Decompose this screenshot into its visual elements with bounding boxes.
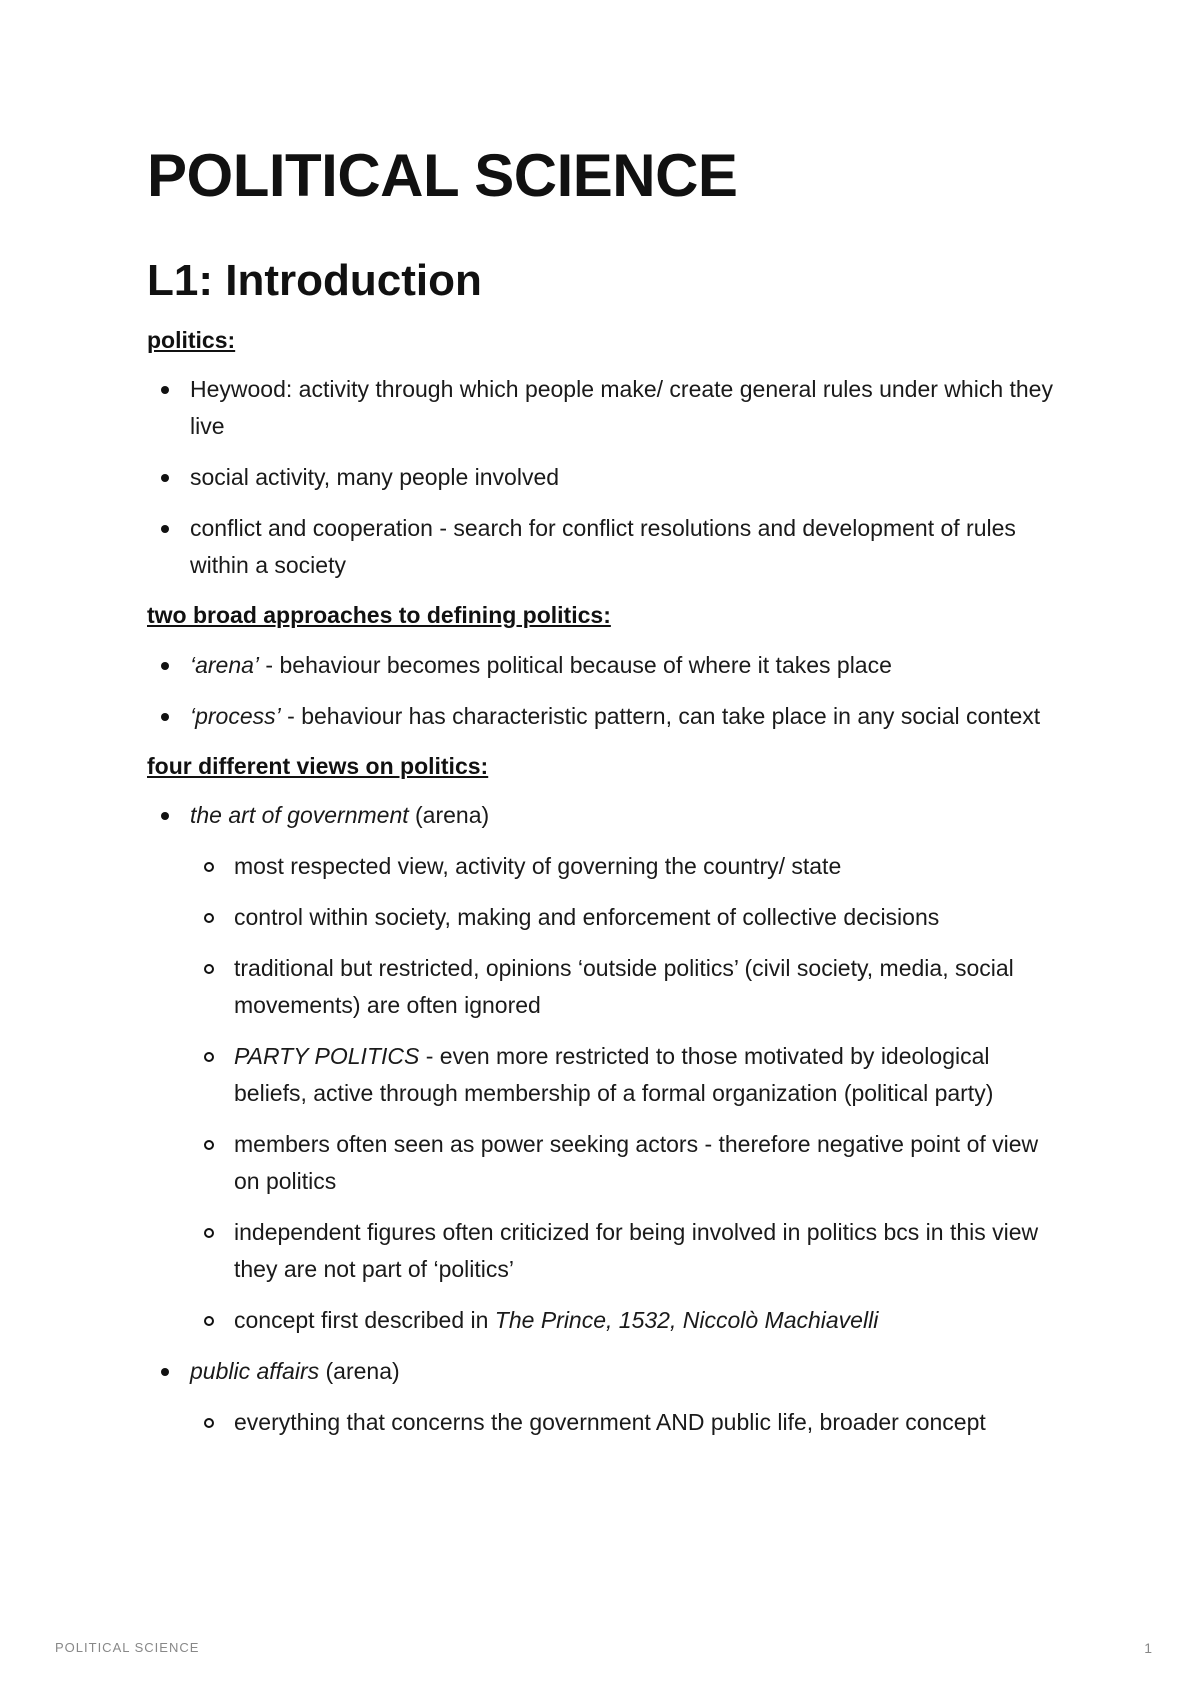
concept-text: concept first described in [234, 1307, 495, 1334]
public-sublist [190, 1404, 1067, 1441]
art-sublist [190, 848, 1067, 1339]
list-item [147, 647, 1067, 684]
section-title: L1: Introduction [147, 256, 482, 305]
sublist-item: everything that concerns the government AND public life, broader concept [190, 1404, 1067, 1441]
sublist-item: members often seen as power seeking actors - therefore negative point of view on politics [190, 1126, 1067, 1200]
art-tag: (arena) [408, 802, 490, 829]
concept-reference: The Prince, 1532, Niccolò Machiavelli [494, 1307, 879, 1334]
process-term: ‘process’ [190, 702, 281, 729]
list-item: social activity, many people involved [147, 459, 1067, 496]
approaches-list [147, 647, 1067, 735]
sublist-item: control within society, making and enforcement of collective decisions [190, 899, 1067, 936]
views-heading: four different views on politics: [147, 752, 489, 779]
process-text: - behaviour has characteristic pattern, can take place in any social context [280, 702, 1041, 729]
approaches-heading: two broad approaches to defining politics: [147, 602, 611, 629]
sublist-item: independent figures often criticized for being involved in politics bcs in this view they are not part of ‘politics’ [190, 1214, 1067, 1288]
list-item: Heywood: activity through which people make/ create general rules under which they live [147, 371, 1067, 445]
sublist-item: most respected view, activity of governing the country/ state [190, 848, 1067, 885]
sublist-item [190, 1038, 1067, 1112]
list-item: conflict and cooperation - search for conflict resolutions and development of rules within a society [147, 510, 1067, 584]
footer-page-number: 1 [1144, 1640, 1152, 1656]
list-item [147, 698, 1067, 735]
party-politics-text: - even more restricted to those motivated by ideological beliefs, active through membership of a formal organization (political party) [234, 1043, 994, 1107]
sublist-item [190, 1302, 1067, 1339]
arena-term: ‘arena’ [190, 651, 260, 678]
footer-document-name: POLITICAL SCIENCE [55, 1640, 200, 1655]
document-page [147, 140, 1067, 1455]
arena-text: - behaviour becomes political because of where it takes place [259, 651, 892, 678]
public-tag: (arena) [319, 1358, 400, 1385]
party-politics-term: PARTY POLITICS [234, 1043, 420, 1070]
politics-list [147, 371, 1067, 584]
list-item [147, 1353, 1067, 1441]
views-list [147, 797, 1067, 1441]
sublist-item: traditional but restricted, opinions ‘outside politics’ (civil society, media, social movements) are often ignored [190, 950, 1067, 1024]
art-of-government-term: the art of government [190, 802, 409, 829]
politics-heading: politics: [147, 326, 236, 353]
public-affairs-term: public affairs [190, 1358, 320, 1385]
list-item [147, 797, 1067, 1339]
document-title: POLITICAL SCIENCE [147, 142, 738, 209]
